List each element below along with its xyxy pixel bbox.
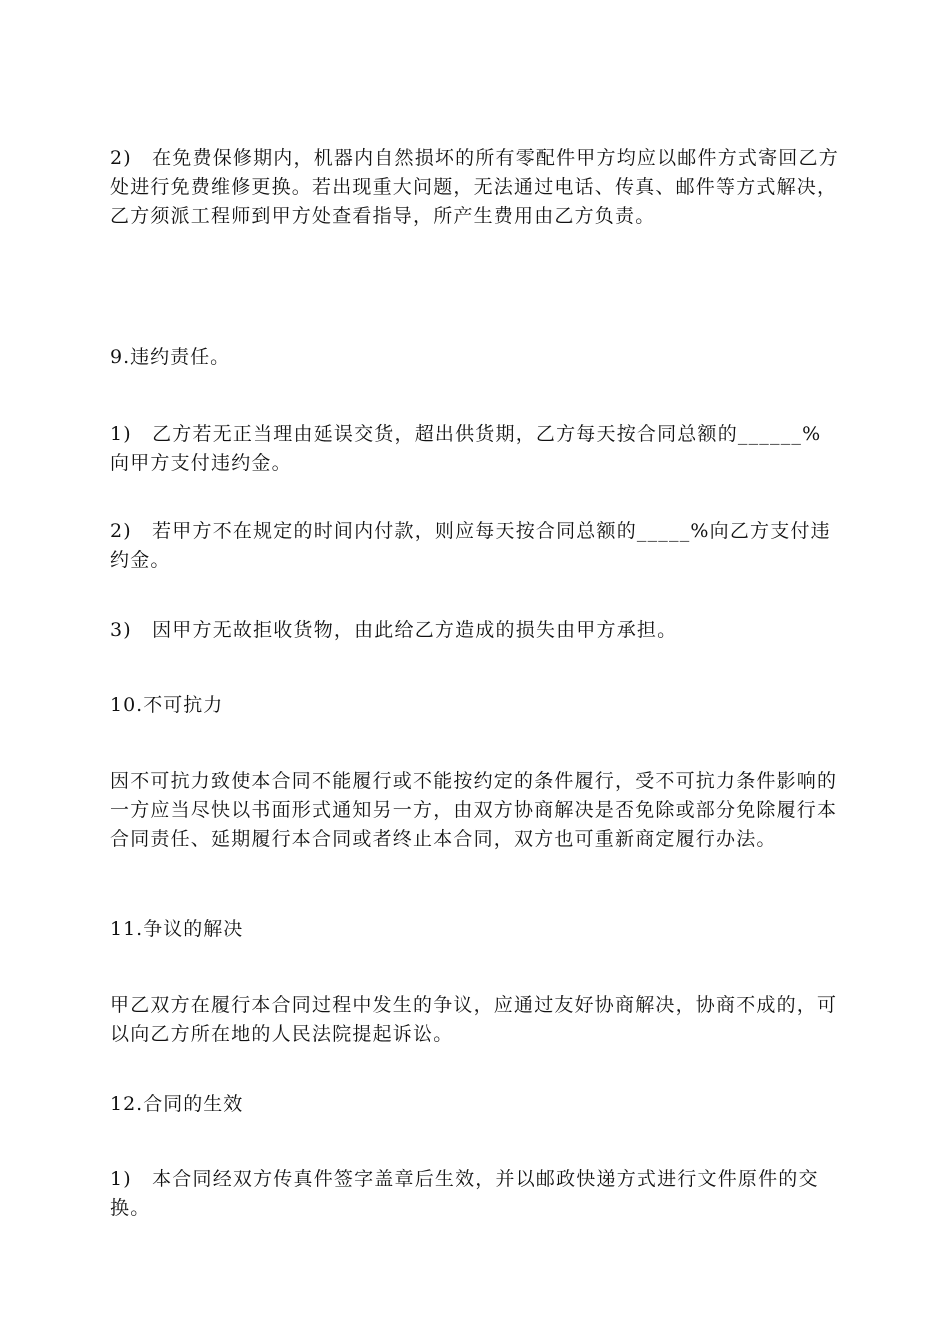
section-heading-dispute: 11.争议的解决 [110,918,244,940]
effectiveness-clause-1: 1) 本合同经双方传真件签字盖章后生效，并以邮政快递方式进行文件原件的交换。 [110,1168,819,1219]
breach-clause-2: 2) 若甲方不在规定的时间内付款，则应每天按合同总额的_____%向乙方支付违约金。 [110,520,831,571]
breach-clause-1: 1) 乙方若无正当理由延误交货，超出供货期，乙方每天按合同总额的______%向甲方支付违约金。 [110,423,822,474]
dispute-paragraph: 甲乙双方在履行本合同过程中发生的争议，应通过友好协商解决，协商不成的，可以向乙方所在地的人民法院提起诉讼。 [110,994,838,1045]
section-heading-breach: 9.违约责任。 [110,346,231,368]
section-heading-force-majeure: 10.不可抗力 [110,694,224,716]
warranty-clause-2: 2) 在免费保修期内，机器内自然损坏的所有零配件甲方均应以邮件方式寄回乙方处进行免费维修更换。若出现重大问题，无法通过电话、传真、邮件等方式解决，乙方须派工程师到甲方处查看指导，所产生费用由乙方负责。 [110,147,839,227]
force-majeure-paragraph: 因不可抗力致使本合同不能履行或不能按约定的条件履行，受不可抗力条件影响的一方应当尽快以书面形式通知另一方，由双方协商解决是否免除或部分免除履行本合同责任、延期履行本合同或者终止本合同，双方也可重新商定履行办法。 [110,770,838,850]
breach-clause-3: 3) 因甲方无故拒收货物，由此给乙方造成的损失由甲方承担。 [110,619,678,641]
section-heading-effectiveness: 12.合同的生效 [110,1093,244,1115]
